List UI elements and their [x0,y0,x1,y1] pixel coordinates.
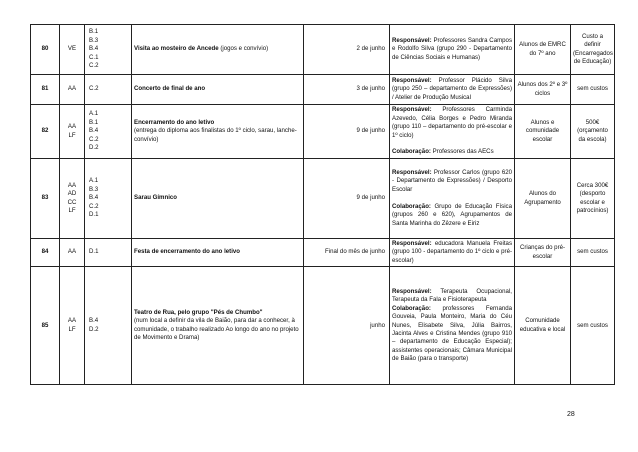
objective-code: B.4 [89,317,99,325]
responsible-paragraph [392,148,512,156]
responsible [390,75,515,105]
objective-codes [85,25,132,75]
activity-number: 84 [31,239,60,267]
activity-date: Final do mês de junho [304,239,390,267]
responsible-paragraph [392,194,512,202]
objective-code: C.2 [89,202,99,210]
repercussion-code: AA [67,123,77,131]
activity-description [132,159,304,239]
responsible-text: educadora Manuela Freitas (grupo 100 - departamento do 1º ciclo e pré-escolar) [392,240,512,264]
target-audience: Alunos dos 2º e 3º ciclos [515,75,571,105]
responsible-paragraph [392,37,512,62]
responsible-label: Responsável: [392,76,432,84]
repercussion-code: LF [68,131,76,139]
objective-code: A.1 [89,110,99,118]
activity-detail: (entrega do diploma aos finalistas do 1º ciclo, sarau, lanche-convívio) [134,127,297,143]
objective-code: D.2 [89,144,99,152]
activity-detail: (num local a definir da vila de Baião, para dar a conhecer, à comunidade, o trabalho realizado Ao longo do ano no projeto de Movimento e Drama) [134,317,299,342]
objective-code: A.1 [89,177,99,185]
objective-code: B.4 [89,127,99,135]
responsible-paragraph [392,203,512,228]
table-row [31,105,615,159]
objective-codes [85,75,132,105]
responsible-text: Terapeuta Ocupacional, Terapeuta da Fala e Fisioterapeuta [392,287,512,304]
activity-title: Concerto de final de ano [134,85,206,93]
table-row [31,25,615,75]
responsible [390,239,515,267]
objective-code: B.3 [89,185,99,193]
responsible [390,25,515,75]
objective-codes [85,159,132,239]
target-audience: Alunos do Agrupamento [515,159,571,239]
target-audience: Alunos de EMRC do 7º ano [515,25,571,75]
responsible-text: Professor Plácido Silva (grupo 250 – departamento de Expressões) / Atelier de Produção Musical [392,76,512,101]
responsible-paragraph [392,288,512,305]
objective-codes [85,105,132,159]
repercussion-codes [60,105,85,159]
activity-note: (jogos e convívio) [218,45,269,53]
activity-title: Visita ao mosteiro de Ancede [134,45,219,53]
activity-cost: sem custos [571,267,615,385]
repercussion-code: AA [67,317,77,325]
activity-number: 82 [31,105,60,159]
objective-code: D.2 [89,325,99,333]
objective-code: B.1 [89,28,99,36]
repercussion-code: VE [67,45,77,53]
table-row [31,159,615,239]
responsible-label: Colaboração: [392,304,431,312]
repercussion-code: AA [67,181,77,189]
responsible-paragraph [392,140,512,148]
responsible [390,159,515,239]
objective-code: B.3 [89,36,99,44]
target-audience: Comunidade educativa e local [515,267,571,385]
activity-description [132,75,304,105]
table-row [31,75,615,105]
activity-number: 81 [31,75,60,105]
responsible-label: Responsável: [392,36,432,44]
responsible-text: Professores Carminda Azevedo, Célia Borges e Pedro Miranda (grupo 110 – departamento do pré-escolar e 1º ciclo) [392,106,512,139]
objective-code: C.2 [89,135,99,143]
objective-codes [85,267,132,385]
repercussion-code: AA [67,248,77,256]
objective-code: D.1 [89,248,99,256]
repercussion-codes [60,239,85,267]
responsible-paragraph [392,305,512,364]
responsible-label: Responsável: [392,106,432,114]
repercussion-code: LF [68,206,76,214]
activity-date: 2 de junho [304,25,390,75]
activity-number: 83 [31,159,60,239]
repercussion-code: CC [67,198,77,206]
responsible-label: Colaboração: [392,202,431,210]
objective-codes [85,239,132,267]
repercussion-codes [60,75,85,105]
responsible-paragraph [392,240,512,265]
responsible [390,267,515,385]
repercussion-codes [60,159,85,239]
responsible-text: Professores das AECs [430,148,494,156]
repercussion-codes [60,25,85,75]
responsible [390,105,515,159]
activity-cost: 500€ (orçamento da escola) [571,105,615,159]
activity-title: Festa de encerramento do ano letivo [134,248,240,256]
table-row [31,267,615,385]
activity-cost: Cerca 300€ (desporto escolar e patrocínios) [571,159,615,239]
responsible-text: Professores Sandra Campos e Rodolfo Silva (grupo 290 - Departamento de Ciências Sociais e Humanas) [392,36,512,61]
objective-code: D.1 [89,211,99,219]
activity-title: Teatro de Rua, pelo grupo "Pés de Chumbo" [134,308,263,316]
activity-title: Sarau Gímnico [134,194,178,202]
activity-cost: sem custos [571,75,615,105]
page-number: 28 [567,411,575,418]
responsible-paragraph [392,169,512,194]
objective-code: C.1 [89,53,99,61]
objective-code: C.2 [89,85,99,93]
activity-title: Encerramento do ano letivo [134,118,215,126]
activity-description [132,105,304,159]
activity-date: 3 de junho [304,75,390,105]
objective-code: B.4 [89,194,99,202]
repercussion-codes [60,267,85,385]
responsible-label: Responsável: [392,287,432,295]
responsible-label: Colaboração: [392,148,431,156]
responsible-label: Responsável: [392,169,432,177]
objective-code: B.4 [89,45,99,53]
table-row [31,239,615,267]
activity-description [132,25,304,75]
objective-code: C.2 [89,62,99,70]
activity-date: 9 de junho [304,105,390,159]
activity-date: junho [304,267,390,385]
activities-table [30,24,615,385]
responsible-label: Responsável: [392,240,432,247]
activity-date: 9 de junho [304,159,390,239]
responsible-paragraph [392,77,512,102]
repercussion-code: AA [67,85,77,93]
responsible-paragraph [392,106,512,140]
repercussion-code: AD [67,190,77,198]
responsible-text: Grupo de Educação Física (grupos 260 e 620), Agrupamentos de Santa Marinha do Zêzere e Eiriz [392,202,512,227]
repercussion-code: LF [68,325,76,333]
target-audience: Alunos e comunidade escolar [515,105,571,159]
activity-description [132,267,304,385]
activity-number: 80 [31,25,60,75]
objective-code: B.1 [89,118,99,126]
activity-number: 85 [31,267,60,385]
responsible-text: professores Fernanda Gouveia, Paula Monteiro, Maria do Céu Nunes, Elisabete Silva, Júlia Bairros, Jacinta Alves e Cristina Mendes (grupo 910 – departamento de Educação Especial); assistentes operacionais; Câmara Municipal de Baião (para o transporte) [392,304,512,363]
activity-cost: sem custos [571,239,615,267]
responsible-text: Professor Carlos (grupo 620 - Departamento de Expressões) / Desporto Escolar [392,169,512,193]
activity-cost: Custo a definir (Encarregados de Educação) [571,25,615,75]
activity-description [132,239,304,267]
target-audience: Crianças do pré-escolar [515,239,571,267]
